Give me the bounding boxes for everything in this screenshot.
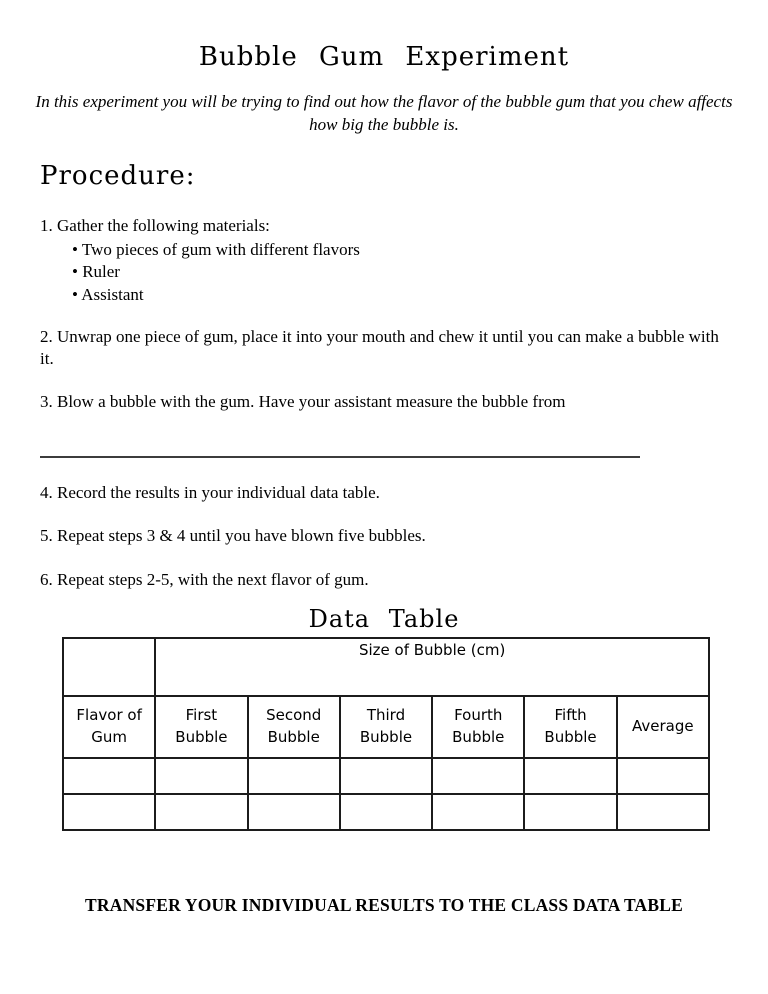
table-empty-row — [63, 758, 709, 794]
table-corner-cell — [63, 638, 155, 696]
column-header-fourth-bubble: Fourth Bubble — [432, 696, 524, 758]
empty-cell — [617, 758, 709, 794]
procedure-step-1: 1. Gather the following materials: — [40, 215, 270, 235]
procedure-step-4: 4. Record the results in your individual data table. — [40, 482, 380, 502]
empty-cell — [63, 758, 155, 794]
empty-cell — [248, 794, 340, 830]
column-header-average: Average — [617, 696, 709, 758]
empty-cell — [155, 794, 247, 830]
empty-cell — [340, 794, 432, 830]
empty-cell — [248, 758, 340, 794]
column-header-fifth-bubble: Fifth Bubble — [524, 696, 616, 758]
procedure-step-2: 2. Unwrap one piece of gum, place it into your mouth and chew it until you can make a bubble with it. — [40, 326, 719, 369]
procedure-step-3: 3. Blow a bubble with the gum. Have your assistant measure the bubble from — [40, 392, 566, 412]
data-table — [62, 637, 710, 831]
empty-cell — [63, 794, 155, 830]
materials-item-gum: • Two pieces of gum with different flavors — [72, 240, 360, 260]
empty-cell — [432, 794, 524, 830]
empty-cell — [155, 758, 247, 794]
procedure-step-5: 5. Repeat steps 3 & 4 until you have blown five bubbles. — [40, 526, 426, 546]
page-title: Bubble Gum Experiment — [198, 42, 570, 72]
data-table-heading: Data Table — [308, 605, 460, 634]
intro-text: In this experiment you will be trying to find out how the flavor of the bubble gum that you chew affects how big the bubble is. — [35, 92, 733, 135]
empty-cell — [524, 794, 616, 830]
table-span-header-row — [63, 638, 709, 696]
column-header-second-bubble: Second Bubble — [248, 696, 340, 758]
column-header-flavor-of-gum: Flavor of Gum — [63, 696, 155, 758]
materials-item-assistant: • Assistant — [72, 284, 144, 304]
empty-cell — [340, 758, 432, 794]
table-span-header-cell: Size of Bubble (cm) — [155, 638, 709, 696]
empty-cell — [432, 758, 524, 794]
empty-cell — [617, 794, 709, 830]
procedure-heading: Procedure: — [40, 160, 196, 191]
footer-note: TRANSFER YOUR INDIVIDUAL RESULTS TO THE CLASS DATA TABLE — [85, 895, 683, 916]
empty-cell — [524, 758, 616, 794]
table-empty-row — [63, 794, 709, 830]
fill-in-blank-line — [40, 456, 640, 458]
column-header-third-bubble: Third Bubble — [340, 696, 432, 758]
column-header-first-bubble: First Bubble — [155, 696, 247, 758]
materials-list — [72, 239, 768, 304]
table-column-header-row — [63, 696, 709, 758]
procedure-step-6: 6. Repeat steps 2-5, with the next flavor of gum. — [40, 569, 369, 589]
materials-item-ruler: • Ruler — [72, 262, 120, 282]
